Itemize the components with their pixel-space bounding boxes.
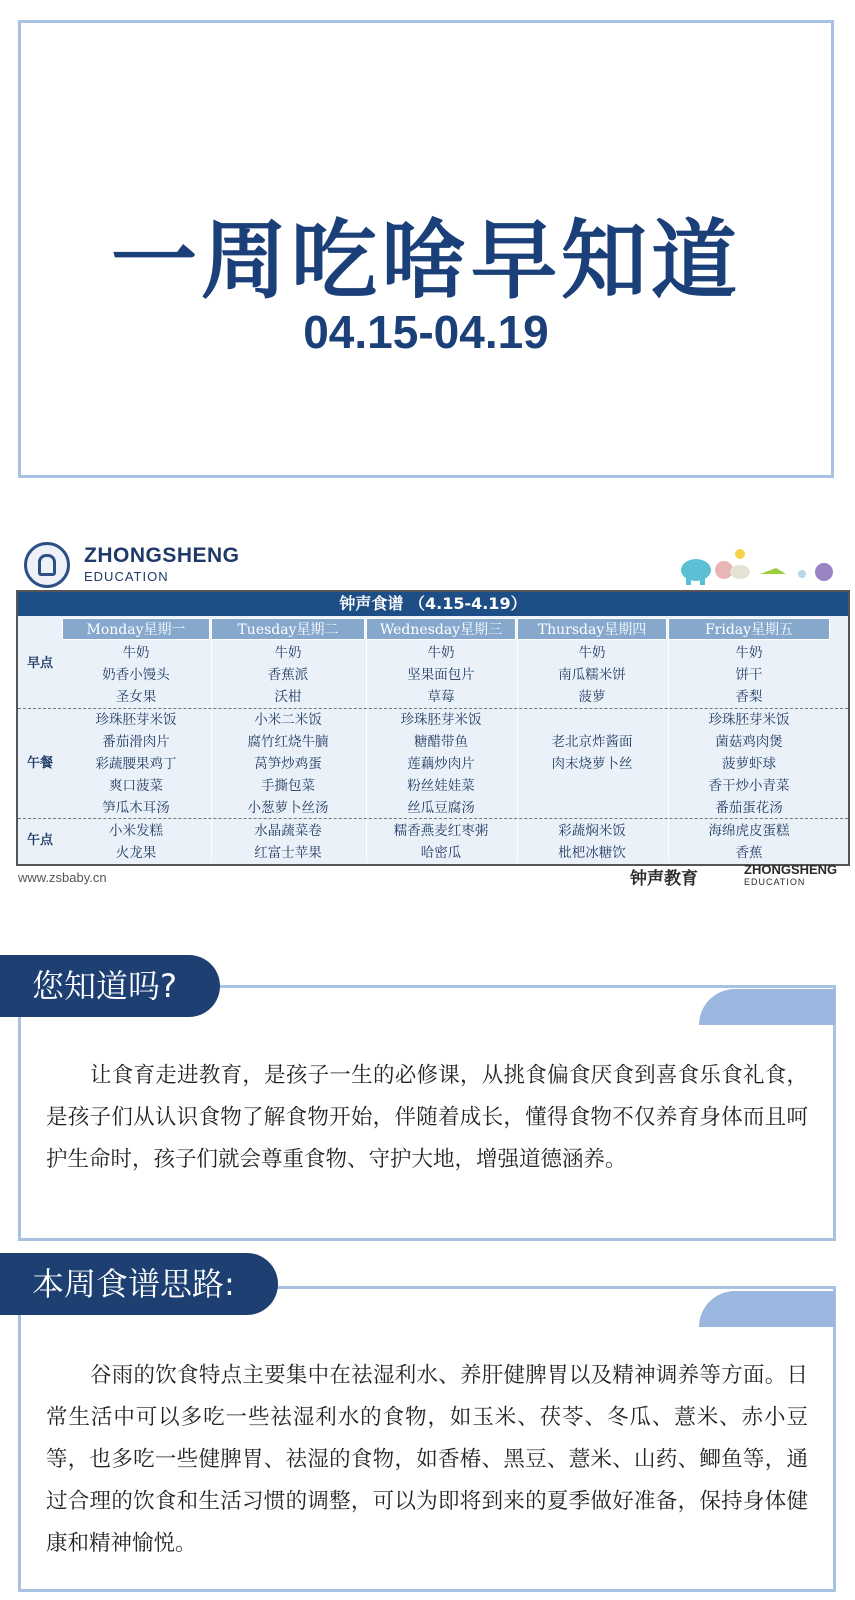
menu-cell: 火龙果 (115, 845, 157, 861)
menu-cell: 草莓 (427, 689, 455, 705)
footer-brand-sub: EDUCATION (744, 877, 806, 887)
header-friday: Friday星期五 (668, 618, 830, 640)
menu-cell: 莴笋炒鸡蛋 (254, 756, 322, 772)
section-lunch: 午餐 (26, 756, 53, 771)
menu-cell: 腐竹红烧牛腩 (247, 734, 329, 750)
menu-cell: 小米发糕 (109, 823, 163, 839)
footer-brand-en: ZHONGSHENG (744, 862, 838, 877)
menu-cell: 小米二米饭 (254, 712, 322, 728)
animals-decoration-icon (678, 546, 838, 586)
menu-card (0, 528, 855, 908)
footer-brand-cn: 钟声教育 (630, 869, 698, 889)
menu-cell: 牛奶 (735, 645, 763, 661)
menu-cell: 圣女果 (115, 689, 157, 705)
menu-cell: 笋瓜木耳汤 (102, 800, 170, 816)
menu-cell: 沃柑 (274, 689, 302, 705)
menu-cell (517, 797, 667, 819)
menu-cell (517, 775, 667, 797)
menu-cell: 坚果面包片 (407, 667, 475, 683)
school-logo-icon (24, 542, 70, 588)
menu-cell: 香梨 (735, 689, 763, 705)
box-corner-tab (699, 1291, 835, 1327)
header-thursday: Thursday星期四 (517, 618, 667, 640)
section-text-2: 谷雨的饮食特点主要集中在祛湿利水、养肝健脾胃以及精神调养等方面。日常生活中可以多吃一些祛湿利水的食物，如玉米、茯苓、冬瓜、薏米、赤小豆等，也多吃一些健脾胃、祛湿的食物，如香椿、黑豆、薏米、山药、鲫鱼等，通过合理的饮食和生活习惯的调整，可以为即将到来的夏季做好准备，保持身体健康和精神愉悦。 (46, 1363, 808, 1556)
menu-cell (517, 709, 667, 731)
menu-cell: 番茄滑肉片 (102, 734, 170, 750)
menu-cell: 菠萝 (578, 689, 606, 705)
menu-cell: 香干炒小青菜 (708, 778, 790, 794)
page-title: 一周吃啥早知道 (111, 211, 741, 311)
menu-cell: 牛奶 (578, 645, 606, 661)
brand-subtitle: EDUCATION (84, 569, 169, 584)
menu-cell: 珍珠胚芽米饭 (708, 712, 790, 728)
menu-table (16, 590, 850, 866)
menu-cell: 彩蔬腰果鸡丁 (95, 756, 177, 772)
menu-cell: 南瓜糯米饼 (558, 667, 626, 683)
section-breakfast: 早点 (26, 656, 53, 671)
menu-cell: 小葱萝卜丝汤 (247, 800, 329, 816)
menu-title: 钟声食谱 （4.15-4.19） (18, 592, 848, 616)
header-wednesday: Wednesday星期三 (366, 618, 516, 640)
menu-cell: 肉末烧萝卜丝 (551, 756, 633, 772)
menu-cell: 糯香燕麦红枣粥 (393, 823, 489, 839)
menu-cell: 红富士苹果 (254, 845, 322, 861)
section-snack: 午点 (26, 833, 53, 848)
menu-cell: 奶香小馒头 (102, 667, 170, 683)
hero-panel (18, 20, 834, 478)
menu-cell: 水晶蔬菜卷 (254, 823, 322, 839)
menu-cell: 菌菇鸡肉煲 (715, 734, 783, 750)
menu-cell: 菠萝虾球 (722, 756, 776, 772)
menu-cell: 珍珠胚芽米饭 (400, 712, 482, 728)
menu-cell: 香蕉 (735, 845, 763, 861)
box-corner-tab (699, 989, 835, 1025)
menu-cell: 香蕉派 (267, 667, 309, 683)
website-link[interactable]: www.zsbaby.cn (18, 870, 107, 885)
menu-cell: 珍珠胚芽米饭 (95, 712, 177, 728)
menu-cell: 哈密瓜 (420, 845, 462, 861)
menu-cell: 彩蔬焖米饭 (558, 823, 626, 839)
menu-cell: 手撕包菜 (261, 778, 315, 794)
menu-cell: 枇杷冰糖饮 (558, 845, 626, 861)
menu-cell: 牛奶 (427, 645, 455, 661)
menu-cell: 番茄蛋花汤 (715, 800, 783, 816)
section-heading-2: 本周食谱思路: (0, 1253, 278, 1315)
menu-cell: 老北京炸酱面 (551, 734, 633, 750)
date-range: 04.15-04.19 (303, 306, 549, 358)
brand-name: ZHONGSHENG (84, 544, 240, 567)
section-text-1: 让食育走进教育，是孩子一生的必修课，从挑食偏食厌食到喜食乐食礼食，是孩子们从认识食物了解食物开始，伴随着成长，懂得食物不仅养育身体而且呵护生命时，孩子们就会尊重食物、守护大地，增强道德涵养。 (46, 1063, 808, 1172)
menu-cell: 牛奶 (274, 645, 302, 661)
menu-cell: 牛奶 (122, 645, 150, 661)
menu-cell: 莲藕炒肉片 (407, 756, 475, 772)
menu-cell: 糖醋带鱼 (414, 734, 468, 750)
header-monday: Monday星期一 (62, 618, 210, 640)
menu-cell: 粉丝娃娃菜 (407, 778, 475, 794)
menu-cell: 爽口菠菜 (109, 778, 163, 794)
section-heading-1: 您知道吗? (0, 955, 220, 1017)
menu-cell: 海绵虎皮蛋糕 (708, 823, 790, 839)
menu-cell: 丝瓜豆腐汤 (407, 800, 475, 816)
header-tuesday: Tuesday星期二 (211, 618, 365, 640)
menu-cell: 饼干 (735, 667, 763, 683)
